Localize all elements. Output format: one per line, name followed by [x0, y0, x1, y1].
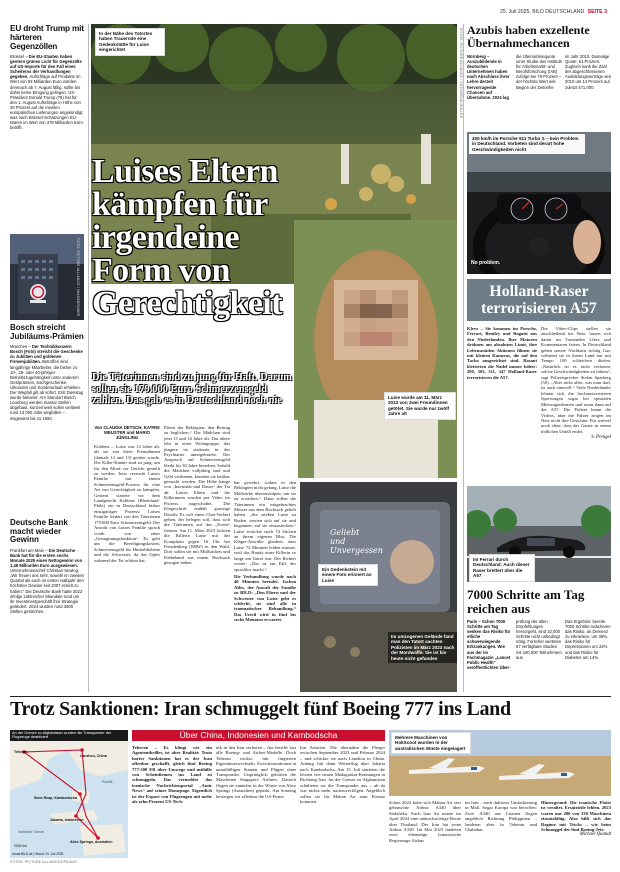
- deutsche-bank-article: [10, 519, 84, 614]
- bosch-dateline: München –: [10, 344, 31, 350]
- porsche-caption: 330 km/h im Porsche 911 Turbo S – kein Problem in Deutschland. Vorbeten sind derart hohe Geschwindigkeiten nicht: [469, 134, 585, 154]
- db-lead: Die Deutsche Bank hat für die ersten sechs Monate 2025 einen Nettogewinn von 1,48 Milliarden Euro ausgewiesen.: [10, 547, 83, 569]
- schritte-article: [467, 587, 611, 670]
- db-body: Unternehmenschef Christian Sewing: „Wir freuen uns sehr, sowohl im zweiten Quartal als auch im ersten Halbjahr den höchsten Gewinn seit 2007 erzielt zu haben.“ Die Deutsche Bank hatte 2023 infolge zahlreicher Skandale rund um ihr Investmentgeschäft ihre Strategie geändert. 2024 wurden rund 3500 Stellen gestrichen.: [10, 568, 85, 614]
- db-text: [10, 548, 84, 614]
- bosch-building-illustration: [10, 234, 84, 320]
- map-title: An der Grenze zu Afghanistan wurden die Transponder der Flugzeuge deaktiviert: [10, 730, 128, 741]
- luise-col1: [94, 425, 160, 563]
- db-dateline: Frankfurt am Main –: [10, 547, 48, 553]
- bosch-lead: Der Technikkonzern Bosch (Foto) streicht die Geschenke zu Jubiläen und goldenen Firmenjubiläen.: [10, 344, 83, 365]
- azubis-col3: im Jahr 2010. Damalige Quote: 61 Prozent. Zugleich sank die Zahl der abgeschlossenen Ausbildungsverträge seit 2010 um 14 Prozent auf zuletzt 471.000.: [565, 54, 611, 90]
- iran-headline: Trotz Sanktionen: Iran schmuggelt fünf Boeing 777 ins Land: [10, 698, 511, 720]
- map-label-indischer-ozean: Indischer Ozean: [18, 830, 45, 834]
- iran-col1-text: [132, 745, 212, 804]
- luise-subhead-text: Die Täterinnen sind zu jung für Haft. Darum sollen sie 179.000 Euro Schmerzensgeld zahlen. Das gab es in Deutschland noch nie: [92, 372, 292, 407]
- map-label-siem-reap: Siem Reap, Kambodscha: [34, 796, 77, 800]
- phone-photo: [300, 482, 457, 692]
- schritte-col2: prüfung der alten Empfehlungen hervorgeht, sind 10.000 Schritte nicht unbedingt nötig. Forscher werteten 57 verfügbare Studien mit 160.000 Teilnehmern aus.: [516, 619, 562, 660]
- phone-caption: Ein Gedenkstein mit einem Foto erinnert an Luise: [318, 564, 378, 586]
- dash-label: No problem.: [471, 260, 501, 266]
- bosch-photo-credit: FOTO: PICTURE ALLIANCE / IMAGEBROKER: [76, 238, 80, 317]
- db-headline: Deutsche Bank macht wieder Gewinn: [10, 518, 68, 545]
- azubis-article: [467, 23, 611, 100]
- iran-col5: [465, 800, 537, 832]
- schritte-col1: Paris – Schon 7000 Schritte am Tag senken das Risiko für etliche schwerwiegende Erkrankungen. Wie aus der im Fachmagazin „Lancet Public Health“ veröffentlichten Über-: [467, 619, 511, 670]
- luise-headline: Luises Eltern kämpfen für irgendeine Form von Gerechtigkeit: [92, 153, 282, 322]
- raser-lead: Kleve – Sie kommen im Porsche, Ferrari, Bentley und Bugatti aus den Niederlanden. Ihre Motoren dröhnen am absoluten Limit, ihre Lebensmüden Aktionen filmen sie mit kleinen Kameras, die auf den Tacho ausgerichtet sind. Rasant kletterten die Nadel immer höher: 280, 303, 311, 347 Holland-Raser terrorisieren die A57.: [467, 326, 537, 380]
- porsche-photo: [467, 132, 611, 274]
- police-caption: Im umzogenen Gelände fand man den Tatort sachten Polizisten im März 2023 nach der Mordwaffe. Sie ist bis heute nicht gefunden: [388, 632, 457, 663]
- map-label-jakarta: Jakarta, Indonesien: [50, 818, 84, 822]
- map-source: visual.BILD.de | Stand: 24. Juli 2025: [12, 852, 64, 856]
- iran-col3: [300, 745, 385, 804]
- iran-photo-caption: Mehrere Maschinen von HokScoot wurden in der australischen Wüste eingelagert: [391, 732, 471, 754]
- luise-byline: [94, 425, 160, 440]
- iran-headline-block: [10, 699, 611, 720]
- page-label: SEITE 3: [587, 9, 607, 15]
- schritte-headline: 7000 Schritte am Tag reichen aus: [467, 587, 585, 616]
- iran-map: [10, 730, 128, 858]
- iran-col2: [216, 745, 296, 799]
- iran-col3-text: Ion Aviation. Die übernahm die Flieger zwischen September 2023 und Februar 2024 – und schickte sie nach Lanzhou in China. Anfang Juli dann Weiterflug über Jakarta nach Kambodscha. Am 15. Juli starteten die letzten vier neuen Madagaskar-Kennungen in Richtung Iran. An der Grenze zu Afghanistan schalteten sie die Transponder aus – ab da war nichts mehr nachzuverfolgen. Angeblich sollen sie für Mahan Air zum Einsatz kommen.: [300, 745, 385, 805]
- iran-col1: [132, 745, 212, 804]
- trump-article: [10, 24, 84, 130]
- iran-subhead: Über China, Indonesien und Kambodscha: [179, 730, 338, 740]
- map-scale: 2000 km: [14, 844, 28, 848]
- trump-lead: Die EU-Staaten haben gestern grünes Licht für Gegenzölle auf US-Importe für den Fall eines Scheiterns der Verhandlungen gegeben.: [10, 54, 82, 80]
- memorial-caption: In der Nähe des Tatortes haben Trauernde eine Gedenkstätte für Luise eingerichtet: [95, 28, 165, 56]
- map-label-lanzhou: Lanzhou, China: [80, 754, 107, 758]
- schritte-col3: Das Ergebnis: bereits 7000 Schritte reduzieren das Risiko, an Demenz zu erkranken, um 38%, das Risiko für Depressionen um 22% und das Risiko für Diabetes um 14%.: [565, 619, 611, 660]
- raser-col2: [541, 326, 611, 440]
- iran-col6: [541, 800, 611, 837]
- map-label-pazifik: Pazifik: [102, 780, 113, 784]
- bosch-article: [10, 324, 84, 421]
- trump-headline: EU droht Trump mit härteren Gegenzöllen: [10, 23, 84, 51]
- phone-text: [330, 528, 383, 555]
- luise-portrait: [294, 220, 457, 478]
- raser-col1: [467, 326, 537, 380]
- iran-col2-text: nik in den Iran verboten – das betrifft fast alle Boeing- und Airbus-Modelle. Doch Teheran trickst: mit fingierten Eigentümerwechseln, Zwischenstationen in unauffälligen Staaten und Flügen ohne Transponder. Ursprünglich gehörten die Maschinen Singapore Airlines. Danach flogen sie zunächst in der Wüste von Alice Springs (Australien) geparkt. Am Sonntag bestiegen wir offenbar die US-Firma: [216, 745, 296, 799]
- luise-portrait-caption: Luise wurde am 11. März 2023 von zwei Freundinnen getötet. Sie wurde nur zwölf Jahre alt: [384, 392, 456, 420]
- luise-col3-bold: Die Verhandlung wurde nach 40 Minuten beendet. Jochen Alfes, der Anwalt der Familie zu BILD: „Den Eltern und der Schwester von Luise geht es schlecht, sie sind alle in traumatischer Behandlung.“ Das Urteil wird in fünf bis sechs Monaten erwartet.: [234, 573, 296, 623]
- iran-col5-text: im Iran – nach dubioser Umlackierung in Mali. Sogar Europa war betroffen: Zwei A340 aus Litauen flogen angeblich Richtung Philippinen – landeten aber in Teheran und Chabahar.: [465, 800, 537, 833]
- luise-col2-text: Eltern der Beklagten, den Beitrag zu beglichen.“ Die Mädchen sind jetzt 15 und 16 Jahre alt. Das ältere lebt in einer Wohngruppe, das jüngere ist stationär in der Psychiatrie untergebracht. Der Anspruch auf Schmerzensgeld bleibt für 30 Jahre bestehen. Sobald die Mädchen volljährig sind und Geld verdienen, könnten sie haftbar gemacht werden. Die Höhe hänge von „Intensität und Dauer“ der Tat ab. Luises Eltern und die Killerinnen wurden per Video im Prozess zugeschaltet. Die Klageschrift enthält grausige Details: Es soll einen Chat-Verlauf geben, der belegen soll, dass sich die Täterinnen auf das „Event“ freuten. Am 11. März 2023 lockten die Killerin Luise mit der Komplizin gegen 16 Uhr bei Freudenberg (NRW) in den Wald. Dort sollen sie mit Müllsäcken und Klebeband aus einem Rucksack gezogen haben.: [164, 425, 230, 566]
- iran-photo: [389, 730, 611, 796]
- issue-dateline: [500, 9, 607, 15]
- column-divider-left: [88, 24, 89, 692]
- iran-col5-bold: Hintergrund: Die iranische Flotte ist veraltet. Ersatzteile fehlen. 2023 waren nur 200 von 330 Maschinen einsatzfähig. Also hilft sich das Regime mit Tricks – wie beim Schmuggel der fünf Boeing-Jets.: [541, 800, 611, 833]
- azubis-headline: Azubis haben exzellente Übernahmechancen: [467, 23, 590, 50]
- azubis-col2: die Übernahmequote einer Studie des Instituts für Arbeitsmarkt- und Berufsforschung (IAB) zufolge bei 79 Prozent – der höchste Wert seit Beginn der Zeitreihe: [516, 54, 562, 90]
- bosch-photo: [10, 234, 84, 320]
- trump-dateline: Brüssel –: [10, 54, 28, 59]
- iran-col4: [389, 800, 461, 843]
- iran-signature: Michael Quandt: [579, 832, 611, 838]
- luise-headline-block: [92, 155, 298, 320]
- bottom-rule: [10, 696, 611, 697]
- ferrari-photo: [467, 486, 611, 582]
- map-label-alice-springs: Alice Springs, Australien: [70, 840, 113, 844]
- luise-col1-text: Koblenz – Luise war 12 Jahre alt, als sie von ihren Freundinnen (damals 12 und 13) getötet wurde. Die Killer-Kinder sind zu jung, um für den Mord vor Gericht gestellt zu werden. Jetzt verzucht Luises Familie mit einem Schmerzensgeld-Prozess für eine Art von Gerechtigkeit zu kämpfen. Gestern startete vor dem Landgericht Koblenz (Rheinland-Pfalz) ein in Deutschland bisher einzigartiger Prozess: Luises Familie fordert von den Täterinnen 179.000 Euro Schmerzensgeld. Der Anwalt von Luises Familie sprach vorab von einer „Genugtuungsfunktion“. Es geht um die Beerdigungskosten, Schmerzensgeld für Hinterbliebene und die Schwester, da das Opfer während der Tat erlitten hat.: [94, 444, 160, 563]
- date-line: 25. Juli 2025, BILD DEUTSCHLAND: [500, 9, 585, 15]
- raser-headline-band: [467, 279, 611, 321]
- trump-text: [10, 54, 84, 130]
- azubis-col1: Nürnberg – Auszubildende in deutschen Unternehmen haben nach Abschluss ihrer Lehre derzeit hervorragende Chancen auf Übernahme. 2024 lag: [467, 54, 510, 100]
- luise-portrait-blurred: [294, 220, 457, 478]
- bosch-text: [10, 344, 84, 420]
- luise-col3-text: bar gewehrt, sodass es den Beklagten nicht gelang, Luise die Müllsäcke überzustülpen, um sie zu ersticken.“ Dann sollen die Täterinnen ein mitgebrachtes Messer aus dem Rucksack geholt haben. „Sie stießen Luise zu Boden, setzten sich auf sie und begannen, auf sie einzustechen.“ Luise erstickte nach 74 Stichen an ihrem eigenen Blut. Die Kläger-Anwälte glauben, dass Luise 72 Minuten leiden musste, weil das Handy einer Killerin so lange am Tatort war. Der Richter weiter: „Das ist ein Fall, der sprachlos macht.“: [234, 480, 296, 572]
- luise-subhead: [92, 372, 292, 407]
- bosch-body: Betroffen sind langjährige Mitarbeiter, die bisher zu 10-, 25- oder 40-jähriger Betriebszugehörigkeit unter anderem Geldprämien, Sachgeschenke, Urkunden und Sonderurlaub erhielten. Der Wegfall gilt ab sofort. Erst Dienstag wurde bekannt: Am Standort Bosch Leonberg werden massiv Stellen abgebaut, konzernweit sollen weltweit rund 13 000 Jobs wegfallen – insgesamt bis zu 1560.: [10, 359, 84, 421]
- map-label-teheran: Teheran: [14, 750, 28, 754]
- phone-line-3: Unvergessen: [330, 546, 383, 555]
- phone-line-1: Geliebt: [330, 528, 360, 537]
- iran-col1-span: Teheran – Es klingt wie ein Agententhriller, ist aber Realität: Trotz harter Sanktionen hat es der Iran offenbar geschafft, gleich fünf Boeing 777-200 ER über Umwege und mithilfe von Scheinfirmen ins Land zu schmuggeln. Das vermeldet das iranische Nachrichtenportal „Amir News“ auf seiner Homepage. Eigentlich ist der Export von Flugzeugen mit mehr als zehn Prozent US-Tech-: [132, 745, 212, 805]
- trump-body: Aufschläge auf Produkte im Wert von 93 Milliarden Euro würden demnach ab 7. August fällig, sollte bis dahin keine Einigung gelingen. US-Präsident Donald Trump (79) hat für den 1. August Aufschläge in Höhe von 30 Prozent auf die meisten europäischen Lieferungen angekündigt, was nach Brüssel-Schätzungen EU-Waren im Wert von 379 Milliarden Euro betrifft.: [10, 74, 84, 131]
- iran-photo-credit: FOTOS: PICTURE ALLIANCE/DPA/AAP: [10, 860, 78, 864]
- iran-col4-text: Schon 2022 holte sich Mahan Air vier gebrauchte Airbus A340 über Südafrika. Auch Iran Air nutzte im April 2024 eine undurchsichtige Route über Thailand. Der Iran hat seine Airbus A330. Im Mai 2023 landeten zwei ehemalige französische Regierungs-Airbus: [389, 800, 461, 843]
- raser-body: Die Video-Clips stellen sie anschließend ins Netz, lassen sich damit im Tausenden Likes und Kommentaren feiern. In Deutschland geben unsere Nachbarn richtig Gas, während sie in ihrem Land nur mit Tempo 100 schleichen dürfen. „Natürlich ist es nicht verboten, solche Geschwindigkeiten zu fahren“, sagt Polizeisprecher Stefan Sparberg (50). „Aber nicht alles, was man darf, ist auch sinnvoll.“ Viele Niederländer lehnen sich die hochmotorisierten Sportwagen sogar bei spezialen Mietwagenfirmen und rasen dann auf der A57. Die Polizei kennt die Videos, aber die Fahrer zeigen im Netz nicht ihre Gesichter. Für wieviel noch ohne, dass das Ganze in einem tödlichen Unfall endet.: [541, 326, 611, 434]
- luise-col3: [234, 480, 296, 623]
- bosch-headline: Bosch streicht Jubiläums-Prämien: [10, 323, 84, 341]
- raser-signature: S. Prengel: [591, 435, 611, 441]
- byline-authors: CLAUDIA DETSCH, KATRIN WEUSTER und MARIO JÜNGLING: [103, 425, 160, 440]
- phone-line-2: und: [330, 537, 346, 546]
- column-divider-right: [463, 24, 464, 692]
- luise-photo-credit: FOTOS: PICTURE ALLIANCE / KATHARINA MÜLLER: [459, 28, 463, 119]
- luise-col2: [164, 425, 230, 566]
- byline-prefix: Von: [94, 425, 103, 430]
- iran-subhead-band: [132, 730, 385, 741]
- raser-headline: Holland-Raser terrorisieren A57: [481, 283, 597, 317]
- ferrari-caption: Im Ferrari durch Deutschland: Auch dieser Raser brettert über die A57: [469, 554, 535, 582]
